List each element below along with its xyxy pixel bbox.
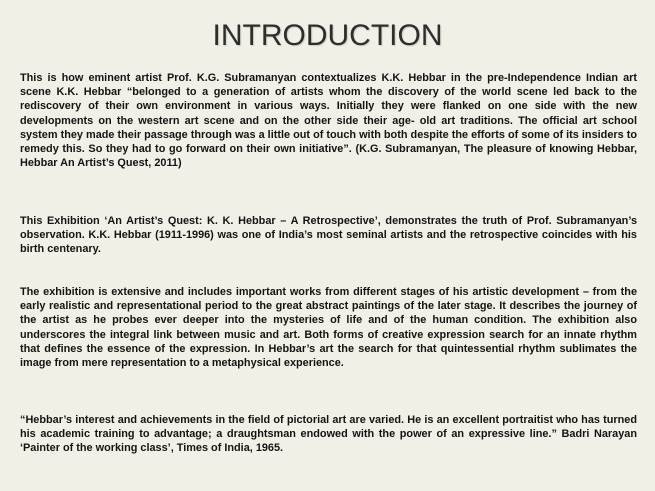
- paragraph-badri-narayan-quote: “Hebbar’s interest and achievements in the field of pictorial art are varied. He is an excellent portraitist who has turned his academic training to advantage; a draughtsman endowed with the power of an expressive line.” Badri Narayan ‘Painter of the working class’, Times of India, 1965.: [20, 414, 637, 455]
- slide-title: INTRODUCTION: [212, 19, 443, 52]
- paragraph-exhibition-description: The exhibition is extensive and includes important works from different stages of his artistic development – from the early realistic and representational period to the great abstract paintings of the later stage. It describes the journey of the artist as he probes ever deeper into the mysteries of life and of the human condition. The exhibition also underscores the integral link between music and art. Both forms of creative expression search for an innate rhythm that defines the essence of the expression. In Hebbar’s art the search for that quintessential rhythm sublimates the image from mere representation to a metaphysical experience.: [20, 286, 637, 370]
- paragraph-subramanyan-quote: This is how eminent artist Prof. K.G. Subramanyan contextualizes K.K. Hebbar in the pre-Independence Indian art scene K.K. Hebbar “belonged to a generation of artists whom the discovery of the world scene led back to the rediscovery of their own environment in various ways. Initially they were flanked on one side with the new developments on the western art scene and on the other side their age- old art traditions. The official art school system they made their passage through was a little out of touch with both despite the efforts of some of its insiders to remedy this. So they had to go forward on their own initiative”. (K.G. Subramanyan, The pleasure of knowing Hebbar, Hebbar An Artist’s Quest, 2011): [20, 72, 637, 170]
- paragraph-exhibition-intro: This Exhibition ‘An Artist’s Quest: K. K. Hebbar – A Retrospective’, demonstrates the truth of Prof. Subramanyan’s observation. K.K. Hebbar (1911-1996) was one of India’s most seminal artists and the retrospective coincides with his birth centenary.: [20, 215, 637, 256]
